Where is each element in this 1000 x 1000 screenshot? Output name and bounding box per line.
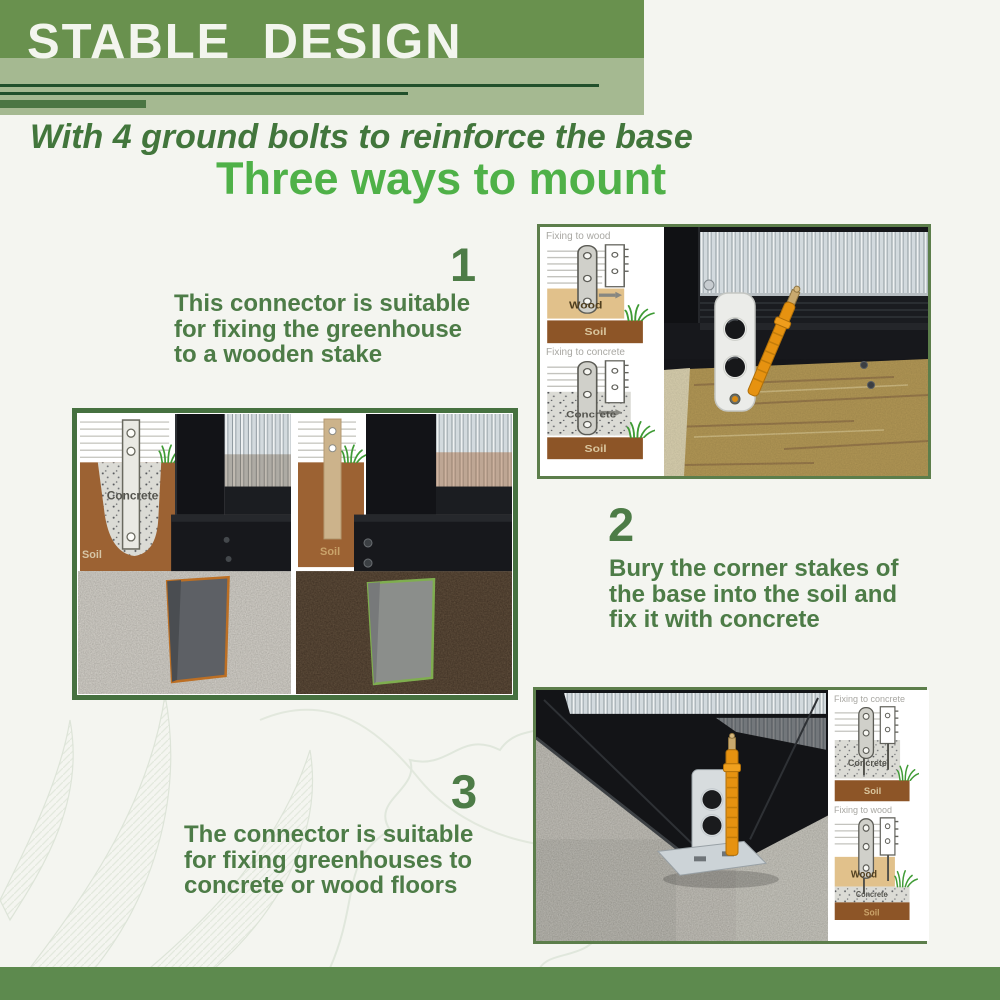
step-3-line-2: for fixing greenhouses to <box>184 846 473 874</box>
concrete-label: Concrete <box>106 488 159 503</box>
page-title: STABLE DESIGN <box>27 15 463 69</box>
greenhouse-wood-mount-photo <box>664 227 928 476</box>
subtitle-ground-bolts: With 4 ground bolts to reinforce the base <box>30 118 693 156</box>
grass-icon <box>628 422 656 437</box>
side-plate <box>606 245 625 287</box>
step-2-line-2: the base into the soil and <box>609 580 898 608</box>
greenhouse-floor-mount-photo <box>536 690 828 941</box>
footer-band <box>0 967 1000 1000</box>
side-plate <box>606 361 625 403</box>
floor-mount-panel <box>533 687 927 944</box>
inset-caption: Fixing to wood <box>546 231 611 242</box>
step-1-line-3: to a wooden stake <box>174 341 383 368</box>
header-rule-long <box>0 84 599 87</box>
subtitle-three-ways: Three ways to mount <box>216 153 667 204</box>
inset-fixing-to-concrete <box>545 347 669 461</box>
fixing-to-wood-diagram <box>833 816 919 920</box>
floor-mount-inset-column <box>828 690 929 941</box>
step-2-line-1: Bury the corner stakes of <box>609 555 899 582</box>
fixing-to-wood-diagram <box>545 243 655 345</box>
soil-label: Soil <box>863 907 880 918</box>
soil-label: Soil <box>81 548 102 562</box>
polycarbonate-panel <box>700 232 928 293</box>
inset-caption: Fixing to concrete <box>546 347 625 358</box>
step-3-line-3: concrete or wood floors <box>184 872 458 899</box>
step-1-line-1: This connector is suitable <box>174 290 471 317</box>
grass-icon <box>895 871 917 887</box>
inset-fixing-to-concrete <box>833 694 929 803</box>
grass-icon <box>625 305 654 320</box>
soil-label: Soil <box>584 443 607 455</box>
step-2-number: 2 <box>608 498 635 551</box>
header-rule-short <box>0 100 146 108</box>
base-rail <box>354 515 512 571</box>
inset-caption: Fixing to wood <box>834 805 893 815</box>
stake-strip <box>123 420 140 549</box>
base-rail <box>171 515 291 571</box>
concrete-label: Concrete <box>855 889 888 899</box>
soil-stake-photo <box>296 414 512 694</box>
concrete-label: Concrete <box>847 758 887 769</box>
soil-label: Soil <box>863 786 882 798</box>
step-3-number: 3 <box>451 765 478 818</box>
soil-label: Soil <box>320 545 341 559</box>
concrete-stake-photo <box>78 414 291 694</box>
inset-fixing-to-wood <box>545 231 669 345</box>
inset-fixing-to-wood <box>833 805 929 920</box>
step-1-number: 1 <box>450 238 477 291</box>
inset-caption: Fixing to concrete <box>834 694 906 704</box>
ground-anchor-bolt <box>724 733 741 855</box>
frame-post <box>175 414 225 515</box>
step-3-text <box>184 822 473 899</box>
wood-label: Wood <box>850 868 877 881</box>
concrete-label: Concrete <box>566 409 617 420</box>
grass-icon <box>898 765 920 780</box>
wood-label: Wood <box>569 300 603 312</box>
step-1-text <box>174 291 470 368</box>
step-1-line-2: for fixing the greenhouse <box>174 315 463 343</box>
step-3-line-1: The connector is suitable <box>184 821 474 848</box>
fixing-to-concrete-diagram <box>833 705 919 803</box>
soil-label: Soil <box>584 326 607 338</box>
header-rule-medium <box>0 92 408 95</box>
wood-mount-inset-column <box>540 227 669 476</box>
polycarbonate-panel <box>564 693 826 714</box>
side-plate <box>880 707 895 744</box>
bolt-head <box>703 816 722 835</box>
step-2-text <box>609 556 898 633</box>
bolt-head <box>703 790 722 809</box>
frame-screw <box>704 280 714 290</box>
frame-post <box>366 414 436 515</box>
stake-comparison-panel <box>72 408 518 700</box>
ground-bolt-icon <box>599 294 616 297</box>
wood-mount-panel <box>537 224 931 479</box>
step-2-line-3: fix it with concrete <box>609 606 820 633</box>
wooden-stake <box>324 419 341 539</box>
fixing-to-concrete-diagram <box>545 359 655 461</box>
